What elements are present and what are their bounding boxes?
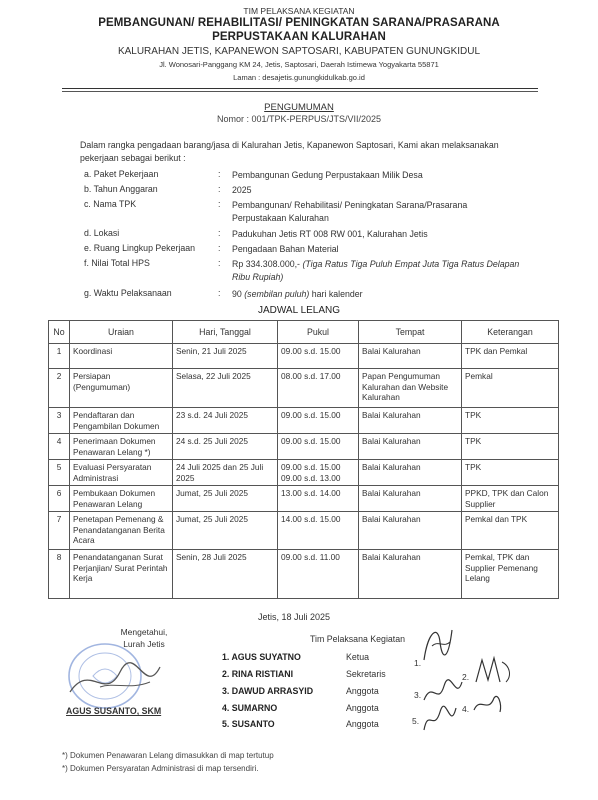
detail-value	[232, 288, 522, 301]
cell-no: 5	[49, 460, 70, 486]
header-team-line: TIM PELAKSANA KEGIATAN	[243, 6, 355, 16]
sig-number: 3.	[414, 690, 422, 700]
cell-no: 2	[49, 369, 70, 408]
cell-hari: Senin, 28 Juli 2025	[173, 550, 278, 599]
sig-number: 1.	[414, 658, 422, 668]
cell-hari: Jumat, 25 Juli 2025	[173, 486, 278, 512]
cell-no: 1	[49, 344, 70, 369]
announcement-number: Nomor : 001/TPK-PERPUS/JTS/VII/2025	[216, 114, 382, 124]
detail-value: Pengadaan Bahan Material	[232, 244, 339, 254]
acknowledged-block	[104, 626, 184, 650]
col-header-pukul: Pukul	[278, 321, 359, 344]
detail-value: Padukuhan Jetis RT 008 RW 001, Kalurahan Jetis	[232, 229, 428, 239]
table-row	[49, 408, 559, 434]
member1-signature-icon	[418, 622, 458, 666]
table-row	[49, 434, 559, 460]
cell-tempat: Balai Kalurahan	[359, 512, 462, 550]
header-divider-thin	[62, 91, 538, 92]
table-row	[49, 460, 559, 486]
col-header-hari: Hari, Tanggal	[173, 321, 278, 344]
detail-label: c. Nama TPK	[84, 199, 137, 209]
member-name: 4. SUMARNO	[222, 703, 278, 713]
header-title-line2: PERPUSTAKAAN KALURAHAN	[212, 31, 386, 43]
cell-tempat: Papan Pengumuman Kalurahan dan Website Kalurahan	[359, 369, 462, 408]
hps-amount: Rp 334.308.000,-	[232, 259, 300, 269]
cell-keterangan: TPK	[462, 460, 559, 486]
cell-keterangan: TPK	[462, 434, 559, 460]
detail-colon: :	[218, 258, 221, 268]
cell-hari: Selasa, 22 Juli 2025	[173, 369, 278, 408]
cell-keterangan: Pemkal, TPK dan Supplier Pemenang Lelang	[462, 550, 559, 599]
member-name: 5. SUSANTO	[222, 719, 275, 729]
team-member	[222, 686, 379, 696]
cell-uraian: Penetapan Pemenang & Penandatanganan Berita Acara	[70, 512, 173, 550]
member2-signature-icon	[472, 652, 518, 688]
sig-number: 5.	[412, 716, 420, 726]
col-header-keterangan: Keterangan	[462, 321, 559, 344]
col-header-uraian: Uraian	[70, 321, 173, 344]
cell-no: 6	[49, 486, 70, 512]
cell-pukul: 09.00 s.d. 15.00	[278, 344, 359, 369]
detail-label: b. Tahun Anggaran	[84, 184, 158, 194]
cell-keterangan: Pemkal	[462, 369, 559, 408]
cell-pukul: 09.00 s.d. 15.00	[278, 434, 359, 460]
table-row	[49, 512, 559, 550]
table-row	[49, 369, 559, 408]
cell-uraian: Evaluasi Persyaratan Administrasi	[70, 460, 173, 486]
footnote: *) Dokumen Persyaratan Administrasi di map tersendiri.	[62, 764, 259, 773]
detail-label: d. Lokasi	[84, 228, 120, 238]
cell-uraian: Penandatanganan Surat Perjanjian/ Surat Perintah Kerja	[70, 550, 173, 599]
cell-pukul: 09.00 s.d. 15.00 09.00 s.d. 13.00	[278, 460, 359, 486]
detail-label: f. Nilai Total HPS	[84, 258, 150, 268]
member-role: Anggota	[346, 703, 379, 713]
team-label: Tim Pelaksana Kegiatan	[310, 634, 406, 644]
team-member	[222, 719, 379, 729]
announcement-intro: Dalam rangka pengadaan barang/jasa di Kalurahan Jetis, Kapanewon Saptosari, Kami akan melaksanakan pekerjaan sebagai berikut :	[80, 140, 499, 163]
lurah-name: AGUS SUSANTO, SKM	[66, 706, 162, 716]
cell-hari: Jumat, 25 Juli 2025	[173, 512, 278, 550]
cell-tempat: Balai Kalurahan	[359, 486, 462, 512]
header-title-line1: PEMBANGUNAN/ REHABILITASI/ PENINGKATAN SARANA/PRASARANA	[98, 17, 500, 29]
header-divider	[62, 88, 538, 89]
cell-uraian: Pendaftaran dan Pengambilan Dokumen	[70, 408, 173, 434]
cell-uraian: Pembukaan Dokumen Penawaran Lelang	[70, 486, 173, 512]
cell-keterangan: TPK	[462, 408, 559, 434]
signature-place-date: Jetis, 18 Juli 2025	[258, 612, 331, 622]
sig-number: 4.	[462, 704, 470, 714]
header-website: Laman : desajetis.gunungkidulkab.go.id	[233, 73, 365, 82]
detail-colon: :	[218, 228, 221, 238]
detail-colon: :	[218, 184, 221, 194]
cell-no: 7	[49, 512, 70, 550]
footnote: *) Dokumen Penawaran Lelang dimasukkan di map tertutup	[62, 751, 274, 760]
team-member	[222, 652, 369, 662]
detail-colon: :	[218, 288, 221, 298]
team-member	[222, 703, 379, 713]
member-name: 2. RINA RISTIANI	[222, 669, 294, 679]
table-row	[49, 486, 559, 512]
cell-pukul: 09.00 s.d. 11.00	[278, 550, 359, 599]
cell-tempat: Balai Kalurahan	[359, 434, 462, 460]
cell-tempat: Balai Kalurahan	[359, 550, 462, 599]
cell-no: 3	[49, 408, 70, 434]
schedule-header-row	[49, 321, 559, 344]
cell-pukul: 14.00 s.d. 15.00	[278, 512, 359, 550]
team-member	[222, 669, 386, 679]
detail-label: e. Ruang Lingkup Pekerjaan	[84, 243, 196, 253]
member-role: Anggota	[346, 719, 379, 729]
duration-words: (sembilan puluh)	[244, 289, 310, 299]
cell-hari: 24 Juli 2025 dan 25 Juli 2025	[173, 460, 278, 486]
detail-colon: :	[218, 243, 221, 253]
detail-value: Pembangunan Gedung Perpustakaan Milik Desa	[232, 170, 423, 180]
cell-uraian: Koordinasi	[70, 344, 173, 369]
lurah-title: Lurah Jetis	[123, 639, 165, 649]
member-role: Sekretaris	[346, 669, 386, 679]
member-name: 3. DAWUD ARRASYID	[222, 686, 314, 696]
schedule-table	[48, 320, 559, 599]
detail-label: a. Paket Pekerjaan	[84, 169, 159, 179]
col-header-no: No	[49, 321, 70, 344]
cell-no: 8	[49, 550, 70, 599]
sig-number: 2.	[462, 672, 470, 682]
detail-value: Pembangunan/ Rehabilitasi/ Peningkatan Sarana/Prasarana Perpustakaan Kalurahan	[232, 200, 468, 223]
duration-number: 90	[232, 289, 242, 299]
cell-pukul: 08.00 s.d. 17.00	[278, 369, 359, 408]
acknowledged-label: Mengetahui,	[120, 627, 168, 637]
cell-pukul: 09.00 s.d. 15.00	[278, 408, 359, 434]
table-row	[49, 344, 559, 369]
cell-hari: 23 s.d. 24 Juli 2025	[173, 408, 278, 434]
header-region-line: KALURAHAN JETIS, KAPANEWON SAPTOSARI, KABUPATEN GUNUNGKIDUL	[117, 46, 481, 57]
announcement-title: PENGUMUMAN	[264, 102, 334, 113]
detail-value	[232, 258, 522, 284]
cell-uraian: Penerimaan Dokumen Penawaran Lelang *)	[70, 434, 173, 460]
lurah-signature-icon	[60, 652, 170, 707]
member-role: Ketua	[346, 652, 369, 662]
cell-tempat: Balai Kalurahan	[359, 344, 462, 369]
cell-uraian: Persiapan (Pengumuman)	[70, 369, 173, 408]
detail-colon: :	[218, 199, 221, 209]
duration-unit: hari kalender	[311, 289, 363, 299]
schedule-title: JADWAL LELANG	[257, 305, 341, 316]
hps-amount-words: (Tiga Ratus Tiga Puluh Empat Juta Tiga Ratus Delapan Ribu Rupiah)	[232, 259, 520, 282]
cell-keterangan: Pemkal dan TPK	[462, 512, 559, 550]
cell-no: 4	[49, 434, 70, 460]
cell-keterangan: TPK dan Pemkal	[462, 344, 559, 369]
cell-tempat: Balai Kalurahan	[359, 408, 462, 434]
detail-colon: :	[218, 169, 221, 179]
cell-keterangan: PPKD, TPK dan Calon Supplier	[462, 486, 559, 512]
col-header-tempat: Tempat	[359, 321, 462, 344]
cell-hari: Senin, 21 Juli 2025	[173, 344, 278, 369]
member5-signature-icon	[420, 702, 460, 736]
table-row	[49, 550, 559, 599]
cell-tempat: Balai Kalurahan	[359, 460, 462, 486]
cell-pukul: 13.00 s.d. 14.00	[278, 486, 359, 512]
member-role: Anggota	[346, 686, 379, 696]
detail-label: g. Waktu Pelaksanaan	[84, 288, 172, 298]
detail-value: 2025	[232, 185, 252, 195]
member4-signature-icon	[470, 690, 506, 718]
header-address: Jl. Wonosari-Panggang KM 24, Jetis, Saptosari, Daerah Istimewa Yogyakarta 55871	[159, 60, 439, 69]
cell-hari: 24 s.d. 25 Juli 2025	[173, 434, 278, 460]
member-name: 1. AGUS SUYATNO	[222, 652, 301, 662]
